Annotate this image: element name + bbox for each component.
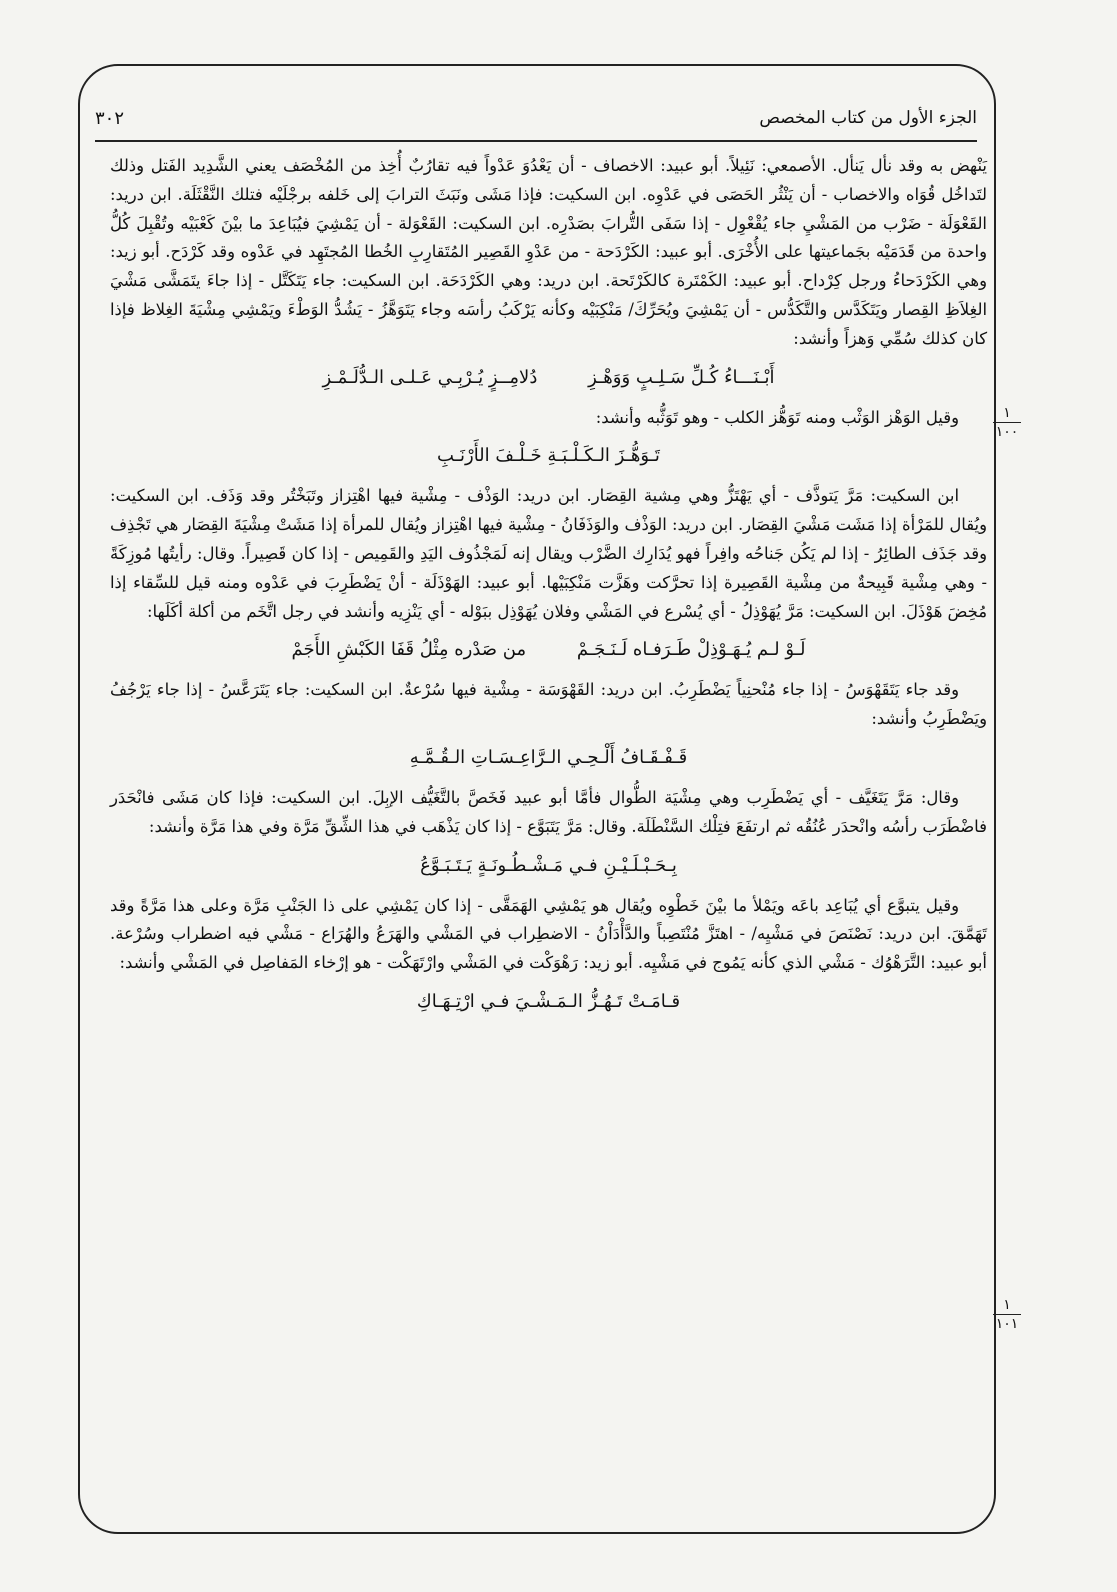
margin-note-divider bbox=[993, 422, 1021, 423]
margin-note-top: ١ bbox=[1003, 1297, 1011, 1313]
verse: بِـحَـبْـلَـيْـنِ فـي مَـشْـطُـونَـةٍ يَـتَـبَـوَّعُ bbox=[420, 854, 677, 876]
verse bbox=[110, 362, 987, 394]
paragraph: وقد جاء يَتَقَهْوَسُ - إذا جاء مُنْحنِياً يَضْطَرِبُ. ابن دريد: القَهْوَسَة - مِشْية فيها سُرْعةٌ. ابن السكيت: جاء يَتَرَعَّسُ - إذا جاء يَرْجُفُ ويَضْطَرِبُ وأنشد: bbox=[110, 680, 987, 729]
page-number: ٣٠٢ bbox=[95, 107, 125, 129]
verse: تَـوَهُّـزَ الـكَـلْـبَـةِ خَـلْـفَ الأَرْنَـبِ bbox=[437, 445, 660, 467]
margin-note bbox=[993, 406, 1021, 439]
verse bbox=[110, 634, 987, 666]
verse-hemistich: دُلامِــزٍ يُـرْبِـي عَـلـى الـدُّلَـمْـزِ bbox=[322, 366, 538, 388]
verse: قـامَـتْ تَـهُـزُّ الـمَـشْـيَ فـي ارْتِـهَـاكِ bbox=[416, 990, 681, 1012]
paragraph: وقيل الوَهْز الوَثْب ومنه تَوَهُّز الكلب - وهو تَوَثُّبه وأنشد: bbox=[595, 407, 959, 427]
book-title: الجزء الأول من كتاب المخصص bbox=[759, 108, 977, 128]
paragraph: وقال: مَرَّ يَتَغَيَّف - أي يَضْطَرِب وهي مِشْيَة الطُّوال فأمَّا أبو عبيد فَخَصَّ بالتَّغَيُّف الإبِلَ. ابن السكيت: فإذا كان مَشَى فانْحَدَر فاضْطَرَب رأسُه وانْحدَر عُنُقُه ثم ارتفَعَ فتِلْك السَّنْطَلَة. وقال: مَرَّ يَتَبَوَّع - إذا كان يَذْهَب في هذا الشِّقِّ مَرَّة وفي هذا مَرَّة وأنشد: bbox=[110, 787, 987, 836]
page-header bbox=[95, 96, 977, 142]
margin-note-top: ١ bbox=[1003, 405, 1011, 421]
verse: قَـفْـقَـافُ أَلْـحِـي الـرَّاعِـسَـاتِ الـقُـمَّـهِ bbox=[409, 746, 688, 768]
margin-note-bottom: ١٠٠ bbox=[995, 424, 1019, 440]
verse-hemistich: أَبْـنَـــاءُ كُـلِّ سَـلِـبٍ وَوَهْـزِ bbox=[588, 366, 775, 388]
margin-note-bottom: ١٠١ bbox=[995, 1316, 1019, 1332]
verse-hemistich: من صَدْره مِثْلُ قَفَا الكَبْشِ الأَجَمْ bbox=[291, 639, 527, 661]
verse-hemistich: لَـوْ لـم يُـهَـوْذِلْ طَـرَفـاه لَـنَـجَـمْ bbox=[576, 639, 806, 661]
paragraph: ابن السكيت: مَرَّ يَتوذَّف - أي يَهْتَزُّ وهي مِشية القِصَار. ابن دريد: الوَذْف - مِشْية فيها اهْتِزاز وتَبَخْتُر وقد وَذَف. ابن السكيت: ويُقال للمَرْأة إذا مَشَت مَشْيَ القِصَار. ابن دريد: الوَذْف والوَذَفَانُ - مِشْية فيها اهْتِزاز ويُقال للمرأة إذا مَشَتْ مِشْيَةَ القِصَار هي تَجْذِف وقد جَذَف الطائِرُ - إذا لم يَكُن جَناحُه وافِراً فهو يُدَارِك الضَّرْب ويقال إنه لَمَجْذُوف اليَدِ والقَمِيص - إذا كان قَصِيراً. وقال: رأيتُها مُوزِكَةً - وهي مِشْية قَبِيحةٌ من مِشْية القَصِيرة إذا تحرَّكت وهَزَّت مَنْكِبَيْها. أبو عبيد: الهَوْذَلَة - أنْ يَضْطَرِبَ في عَدْوه ومنه قيل للسِّقاء إذا مُخِضَ هَوْذَلَ. ابن السكيت: مَرَّ يُهَوْذِلُ - أي يُسْرع في المَشْي وفلان يُهَوْذِل ببَوْله - أي يَنْزِيه وأنشد في رجل اتَّخَم من أكلة أكَلَها: bbox=[110, 486, 987, 621]
main-text bbox=[110, 152, 987, 1028]
margin-note-divider bbox=[993, 1314, 1021, 1315]
margin-note bbox=[993, 1298, 1021, 1331]
paragraph: وقيل يتبوَّع أي يُبَاعِد باعَه ويَمْلأ ما بيْنَ خَطْوِه ويُقال هو يَمْشِي الهَمَقَّى - إذا كان يَمْشِي على ذا الجَنْبِ مَرَّة وعلى هذا مَرَّةً وقد تَهَمَّقَ. ابن دريد: نَصْنَصَ في مَشْيِه/ - اهتَزَّ مُنْتَصِباً والدَّأْدَاْنُ - الاضطِراب في المَشْي والهَرَعُ والهُرَاع - مَشْي فيه اضطراب وسُرْعة. أبو عبيد: التَّرَهْوُك - مَشْي الذي كأنه يَمُوج في مَشْيِه. أبو زيد: رَهْوَكْت في المَشْي وارْتَهَكْت - هو إرْخاء المَفاصِل في المَشْي وأنشد: bbox=[110, 895, 987, 973]
paragraph: يَنْهض به وقد نأل يَنأل. الأصمعي: نَئِيلاً. أبو عبيد: الاخصاف - أن يَعْدُوَ عَدْواً فيه تقارُبٌ أُخِذ من المُخْصَف يعني الشَّدِيد الفَتل وذلك لتَداخُل قُوَاه والاخصاب - أن يَنْثُر الحَصَى في عَدْوِه. ابن السكيت: فإذا مَشَى ونَبَثَ الترابَ إلى خَلفه برجْلَيْه فتلك النَّقْثَلَة. ابن دريد: القَعْوَلَة - ضَرْب من المَشْيِ جاء يُقْعْوِل - إذا سَفَى التُّرابَ بصَدْرِه. ابن السكيت: القَعْوَلة - أن يَمْشِيَ فيُبَاعِدَ ما بيْنَ كَعْبَيْه وتُقْبِلَ كُلُّ واحدة من قَدَمَيْه بجَماعيتها على الأُخْرَى. أبو عبيد: الكَرْدَحة - من عَدْوِ القَصِير المُتَقارِبِ الخُطا المُجتَهِد في عَدْوه وقد كَرْدَح. أبو زيد: وهي الكَرْدَحاءُ ورجل كِرْداح. أبو عبيد: الكَمْتَرة كالكَرْتَحة. ابن دريد: وهي الكَرْدَحَة. ابن السكيت: جاء يَتَكَتَّل - إذا جاءَ يتَمَشَّى مَشْيَ الغِلاَظِ القِصار ويَتَكَدَّس والتَّكَدُّس - أن يَمْشِيَ ويُحَرِّكَ/ مَنْكِبَيْه وكأنه يَرْكَبُ رأسَه وجاء يَتَوَهَّزُ - يَشُدُّ الوَطْءَ ويَمْشِي مِشْيَةَ الغِلاظ فإذا كان كذلك سُمِّي وَهزاً وأنشد: bbox=[110, 156, 987, 348]
